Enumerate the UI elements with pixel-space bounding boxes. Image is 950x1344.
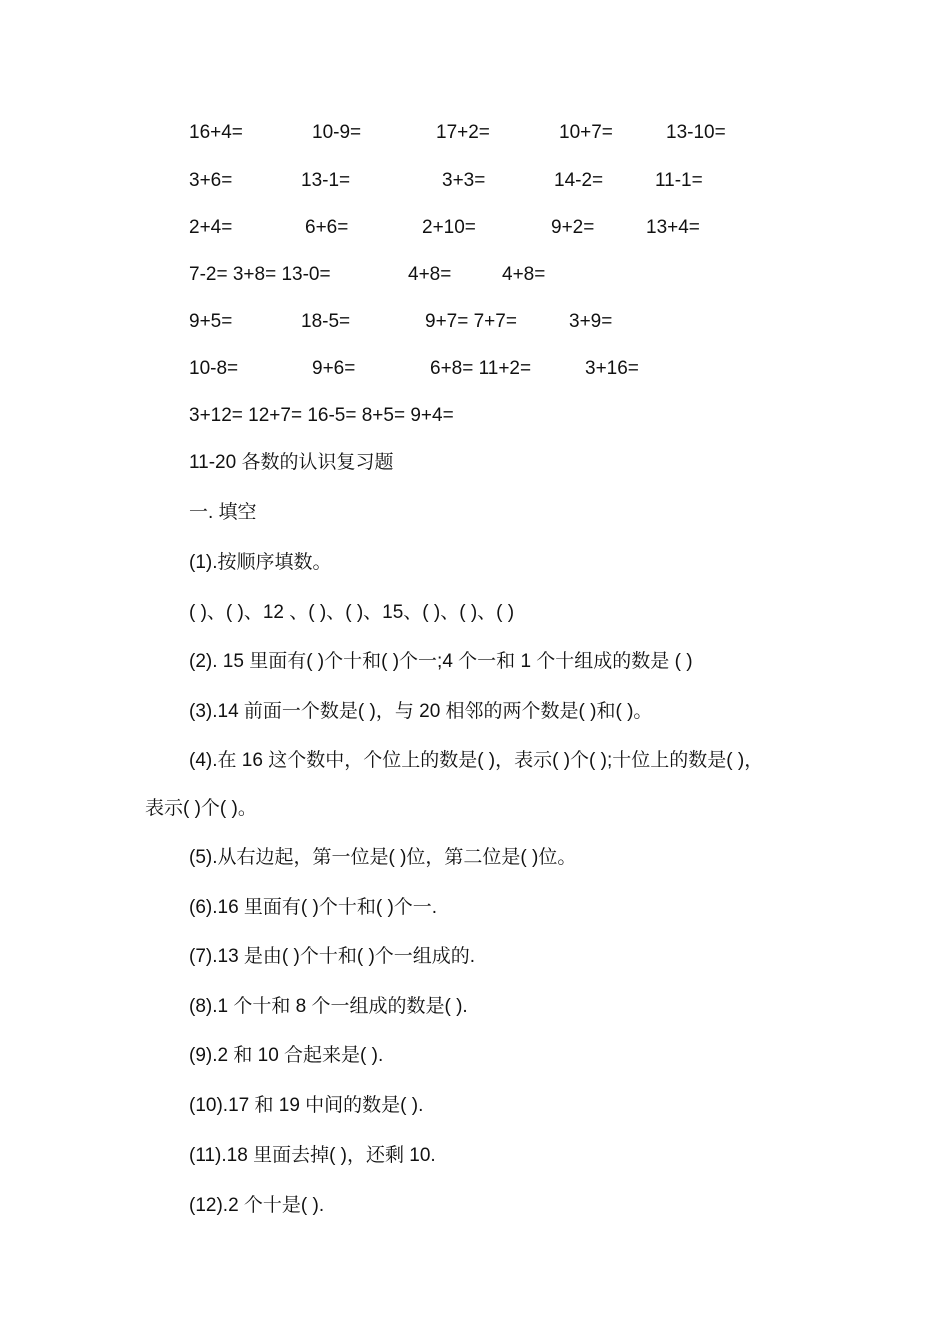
question-item: (12).2 个十是( ).: [189, 1195, 325, 1216]
arithmetic-item: 2+10=: [422, 217, 476, 238]
question-item: (2). 15 里面有( )个十和( )个一;4 个一和 1 个十组成的数是 ( ): [189, 651, 693, 672]
arithmetic-item: 6+6=: [305, 217, 349, 238]
arithmetic-item: 2+4=: [189, 217, 233, 238]
arithmetic-item: 3+12= 12+7= 16-5= 8+5= 9+4=: [189, 405, 454, 426]
question-item: (10).17 和 19 中间的数是( ).: [189, 1095, 424, 1116]
question-item: (11).18 里面去掉( )，还剩 10.: [189, 1145, 436, 1166]
arithmetic-item: 13-1=: [301, 170, 351, 191]
question-item: (9).2 和 10 合起来是( ).: [189, 1045, 384, 1066]
arithmetic-item: 9+5=: [189, 311, 233, 332]
question-item: (8).1 个十和 8 个一组成的数是( ).: [189, 996, 468, 1017]
question-item: (1).按顺序填数。: [189, 552, 332, 573]
arithmetic-item: 9+2=: [551, 217, 595, 238]
question-item: (5).从右边起，第一位是( )位，第二位是( )位。: [189, 847, 577, 868]
arithmetic-item: 4+8=: [408, 264, 452, 285]
arithmetic-item: 3+6=: [189, 170, 233, 191]
arithmetic-item: 3+9=: [569, 311, 613, 332]
question-item: (4).在 16 这个数中，个位上的数是( )，表示( )个( );十位上的数是( )，: [189, 750, 764, 771]
section-title: 11-20 各数的认识复习题: [189, 452, 394, 473]
arithmetic-item: 9+6=: [312, 358, 356, 379]
arithmetic-item: 10-8=: [189, 358, 239, 379]
arithmetic-item: 10-9=: [312, 122, 362, 143]
arithmetic-item: 13+4=: [646, 217, 700, 238]
question-item: (7).13 是由( )个十和( )个一组成的.: [189, 946, 476, 967]
question-item-continuation: 表示( )个( )。: [145, 798, 257, 819]
arithmetic-item: 3+16=: [585, 358, 639, 379]
arithmetic-item: 11-1=: [655, 170, 703, 191]
part-heading: 一. 填空: [189, 502, 257, 523]
arithmetic-item: 10+7=: [559, 122, 613, 143]
arithmetic-item: 18-5=: [301, 311, 351, 332]
arithmetic-item: 4+8=: [502, 264, 546, 285]
arithmetic-item: 6+8= 11+2=: [430, 358, 532, 379]
question-item: ( )、( )、12 、( )、( )、15、( )、( )、( ): [189, 602, 515, 623]
arithmetic-item: 7-2= 3+8= 13-0=: [189, 264, 331, 285]
arithmetic-item: 17+2=: [436, 122, 490, 143]
arithmetic-item: 16+4=: [189, 122, 243, 143]
question-item: (3).14 前面一个数是( )，与 20 相邻的两个数是( )和( )。: [189, 701, 653, 722]
arithmetic-item: 9+7= 7+7=: [425, 311, 517, 332]
arithmetic-item: 3+3=: [442, 170, 486, 191]
arithmetic-item: 14-2=: [554, 170, 604, 191]
question-item: (6).16 里面有( )个十和( )个一.: [189, 897, 438, 918]
arithmetic-item: 13-10=: [666, 122, 726, 143]
